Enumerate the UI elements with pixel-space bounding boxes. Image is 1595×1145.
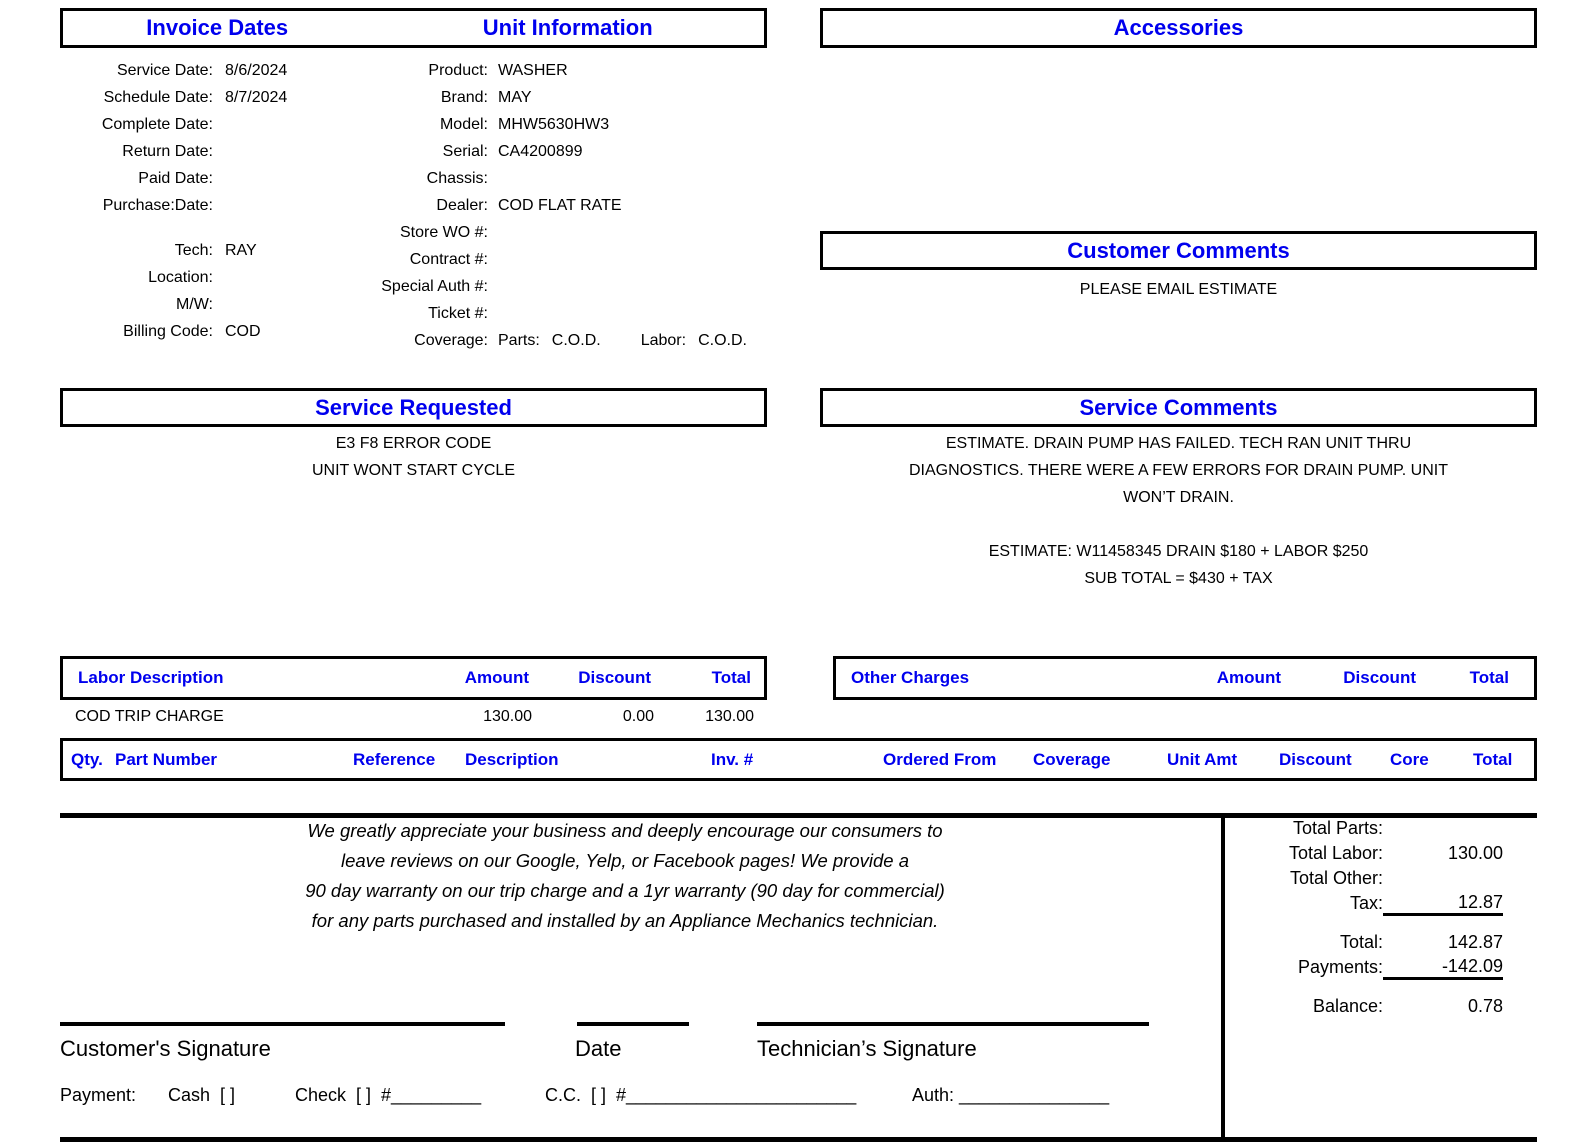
other-charges-discount-header: Discount bbox=[1343, 668, 1416, 687]
total-label: Total Parts: bbox=[1292, 818, 1383, 838]
field-value: 8/7/2024 bbox=[225, 88, 288, 106]
field-label: Return Date: bbox=[122, 142, 213, 160]
field-label: Product: bbox=[428, 61, 488, 79]
labor-description-header: Labor Description bbox=[78, 668, 224, 687]
service-comment-estimate-line: ESTIMATE: W11458345 DRAIN $180 + LABOR $250 bbox=[988, 543, 1369, 560]
labor-row-discount: 0.00 bbox=[622, 708, 654, 725]
labor-row-amount: 130.00 bbox=[483, 708, 532, 725]
field-label: Billing Code: bbox=[123, 322, 213, 340]
parts-table-header bbox=[60, 738, 1537, 781]
field-value: CA4200899 bbox=[498, 142, 583, 160]
service-requested-title: Service Requested bbox=[315, 394, 512, 420]
customer-comments-header bbox=[820, 231, 1537, 270]
labor-total-header: Total bbox=[711, 668, 751, 687]
field-value: MAY bbox=[498, 88, 532, 106]
field-label: Schedule Date: bbox=[103, 88, 213, 106]
total-value: 130.00 bbox=[1447, 843, 1503, 863]
unit-info-row bbox=[318, 192, 778, 219]
parts-col-ordered-from: Ordered From bbox=[883, 749, 997, 769]
total-label: Balance: bbox=[1312, 996, 1383, 1016]
note-line: leave reviews on our Google, Yelp, or Facebook pages! We provide a bbox=[340, 850, 910, 871]
payment-auth-field: Auth: _______________ bbox=[912, 1085, 1110, 1105]
field-label: Complete Date: bbox=[101, 115, 213, 133]
field-value: COD FLAT RATE bbox=[498, 196, 622, 214]
technician-signature-label: Technician’s Signature bbox=[757, 1036, 977, 1061]
unit-info-row bbox=[318, 138, 778, 165]
field-label: M/W: bbox=[175, 295, 213, 313]
customer-signature-label: Customer's Signature bbox=[60, 1036, 271, 1061]
parts-col-unit-amt: Unit Amt bbox=[1167, 749, 1238, 769]
service-requested-line: UNIT WONT START CYCLE bbox=[312, 462, 515, 479]
other-charges-title: Other Charges bbox=[851, 668, 970, 687]
thank-you-note bbox=[225, 816, 1025, 936]
unit-info-row bbox=[318, 165, 778, 192]
field-label: Location: bbox=[148, 268, 213, 286]
note-line: We greatly appreciate your business and deeply encourage our consumers to bbox=[307, 820, 943, 841]
coverage-labor-value: C.O.D. bbox=[698, 331, 747, 349]
field-label: Serial: bbox=[442, 142, 488, 160]
parts-col-total: Total bbox=[1473, 749, 1513, 769]
payments-row bbox=[1235, 955, 1503, 980]
labor-row-total: 130.00 bbox=[705, 708, 754, 725]
payment-check-checkbox: Check [ ] #_________ bbox=[295, 1085, 482, 1105]
parts-col-reference: Reference bbox=[353, 749, 436, 769]
parts-col-coverage: Coverage bbox=[1033, 749, 1111, 769]
labor-amount-header: Amount bbox=[464, 668, 529, 687]
parts-col-discount: Discount bbox=[1279, 749, 1352, 769]
totals-summary bbox=[1235, 816, 1503, 1019]
service-comment-line: WON’T DRAIN. bbox=[1123, 489, 1234, 506]
date-label: Date bbox=[575, 1036, 622, 1061]
field-value: 8/6/2024 bbox=[225, 61, 288, 79]
total-label: Payments: bbox=[1297, 957, 1383, 977]
parts-col-inv-number: Inv. # bbox=[711, 749, 754, 769]
labor-row-description: COD TRIP CHARGE bbox=[75, 708, 224, 725]
unit-info-row bbox=[318, 57, 778, 84]
totals-section-divider bbox=[1221, 813, 1225, 1142]
unit-info-row bbox=[318, 273, 778, 300]
customer-signature-line bbox=[60, 1022, 505, 1026]
parts-col-description: Description bbox=[465, 749, 559, 769]
payment-cc-checkbox: C.C. [ ] #_______________________ bbox=[545, 1085, 857, 1105]
field-label: Chassis: bbox=[426, 169, 488, 187]
service-comments-title: Service Comments bbox=[1079, 394, 1278, 420]
unit-information-title: Unit Information bbox=[482, 15, 653, 40]
unit-info-row bbox=[318, 246, 778, 273]
customer-comments-title: Customer Comments bbox=[1067, 237, 1290, 263]
field-label: Paid Date: bbox=[138, 169, 213, 187]
service-comment-line: ESTIMATE. DRAIN PUMP HAS FAILED. TECH RAN UNIT THRU bbox=[945, 435, 1412, 452]
total-value: 142.87 bbox=[1447, 932, 1503, 952]
total-label: Total Other: bbox=[1289, 868, 1383, 888]
field-label: Contract #: bbox=[409, 250, 488, 268]
field-value: WASHER bbox=[498, 61, 568, 79]
tax-row bbox=[1235, 891, 1503, 916]
field-label: Store WO #: bbox=[399, 223, 488, 241]
field-value: RAY bbox=[225, 241, 257, 259]
service-comment-estimate-line: SUB TOTAL = $430 + TAX bbox=[1084, 570, 1273, 587]
parts-col-qty: Qty. bbox=[71, 749, 103, 769]
accessories-header bbox=[820, 8, 1537, 48]
parts-col-core: Core bbox=[1390, 749, 1429, 769]
field-label: Ticket #: bbox=[428, 304, 488, 322]
field-value: MHW5630HW3 bbox=[498, 115, 610, 133]
accessories-title: Accessories bbox=[1113, 15, 1244, 40]
payment-label: Payment: bbox=[60, 1085, 137, 1105]
coverage-labor-label: Labor: bbox=[640, 331, 687, 349]
other-charges-amount-header: Amount bbox=[1216, 668, 1281, 687]
field-label: Service Date: bbox=[116, 61, 213, 79]
parts-col-part-number: Part Number bbox=[115, 749, 218, 769]
date-line bbox=[577, 1022, 689, 1026]
customer-comments-text bbox=[820, 276, 1537, 303]
note-line: for any parts purchased and installed by an Appliance Mechanics technician. bbox=[311, 910, 939, 931]
other-charges-total-header: Total bbox=[1469, 668, 1509, 687]
service-requested-text bbox=[60, 430, 767, 484]
other-charges-header bbox=[833, 656, 1537, 700]
total-labor-row bbox=[1235, 841, 1503, 866]
field-label: Dealer: bbox=[436, 196, 488, 214]
service-comment-line: DIAGNOSTICS. THERE WERE A FEW ERRORS FOR DRAIN PUMP. UNIT bbox=[908, 462, 1449, 479]
note-line: 90 day warranty on our trip charge and a 1yr warranty (90 day for commercial) bbox=[305, 880, 945, 901]
technician-signature-line bbox=[757, 1022, 1149, 1026]
field-label: Coverage: bbox=[414, 331, 488, 349]
field-value: COD bbox=[225, 322, 261, 340]
unit-information-section bbox=[318, 57, 778, 354]
payment-cash-checkbox: Cash [ ] bbox=[168, 1085, 236, 1105]
field-label: Tech: bbox=[174, 241, 213, 259]
total-label: Total Labor: bbox=[1288, 843, 1383, 863]
field-label: Purchase:Date: bbox=[102, 196, 213, 214]
labor-table-row bbox=[60, 700, 767, 734]
page-bottom-rule bbox=[60, 1137, 1537, 1142]
invoice-dates-unit-info-header bbox=[60, 8, 767, 48]
unit-info-row bbox=[318, 84, 778, 111]
unit-info-row bbox=[318, 219, 778, 246]
customer-comment-line: PLEASE EMAIL ESTIMATE bbox=[1079, 281, 1278, 298]
coverage-parts-value: C.O.D. bbox=[551, 331, 601, 349]
total-value: 0.78 bbox=[1467, 996, 1503, 1016]
service-requested-header bbox=[60, 388, 767, 427]
service-requested-line: E3 F8 ERROR CODE bbox=[335, 435, 492, 452]
invoice-dates-title: Invoice Dates bbox=[146, 15, 289, 40]
labor-table-header bbox=[60, 656, 767, 700]
total-value: 12.87 bbox=[1383, 892, 1503, 916]
coverage-parts-label: Parts: bbox=[498, 331, 540, 349]
service-comments-header bbox=[820, 388, 1537, 427]
total-parts-row bbox=[1235, 816, 1503, 841]
coverage-row bbox=[318, 327, 778, 354]
total-other-row bbox=[1235, 866, 1503, 891]
unit-info-row bbox=[318, 300, 778, 327]
balance-row bbox=[1235, 994, 1503, 1019]
field-label: Brand: bbox=[440, 88, 488, 106]
grand-total-row bbox=[1235, 930, 1503, 955]
field-label: Model: bbox=[439, 115, 488, 133]
labor-discount-header: Discount bbox=[578, 668, 651, 687]
total-label: Tax: bbox=[1349, 893, 1383, 913]
field-label: Special Auth #: bbox=[381, 277, 488, 295]
total-value: -142.09 bbox=[1383, 956, 1503, 980]
service-comments-text bbox=[820, 430, 1537, 592]
total-label: Total: bbox=[1339, 932, 1383, 952]
unit-info-row bbox=[318, 111, 778, 138]
